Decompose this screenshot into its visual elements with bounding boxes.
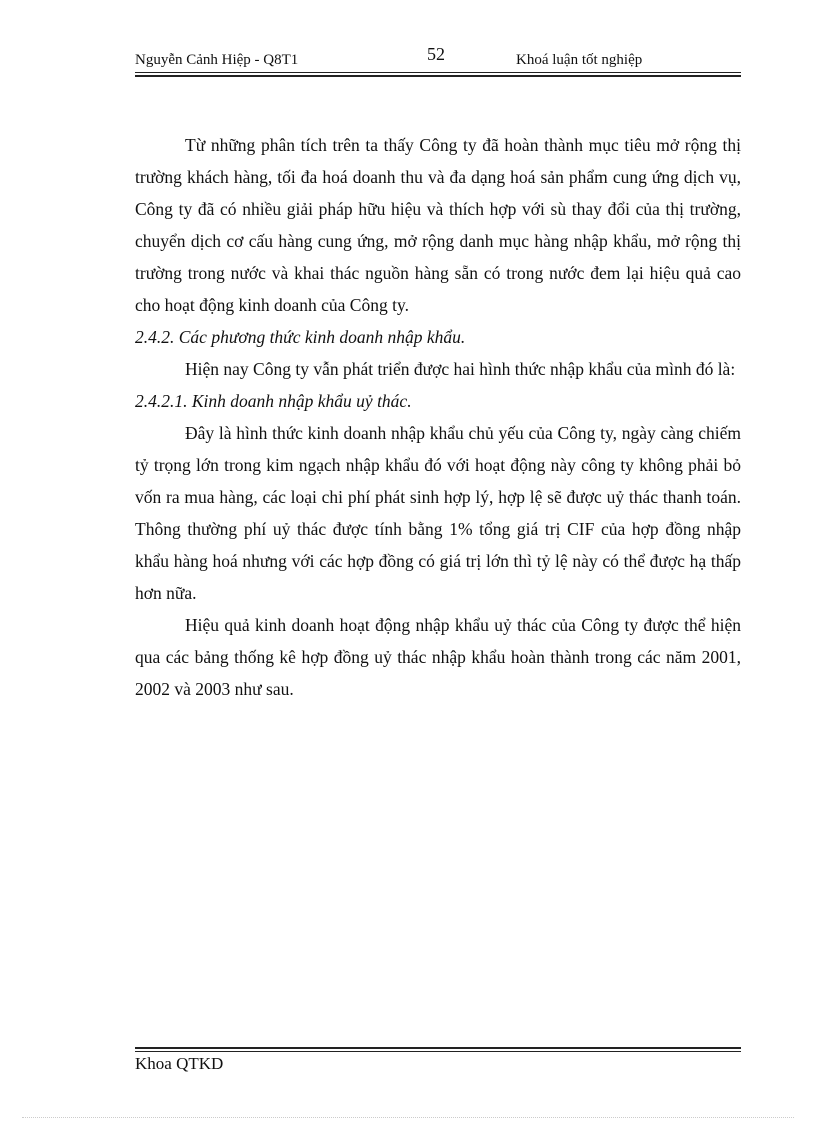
header-document-title: Khoá luận tốt nghiệp xyxy=(516,52,643,68)
paragraph-efficiency: Hiệu quả kinh doanh hoạt động nhập khẩu uỷ thác của Công ty được thể hiện qua các bảng thống kê hợp đồng uỷ thác nhập khẩu hoàn thành trong các năm 2001, 2002 và 2003 như sau. xyxy=(135,615,741,699)
paragraph-entrusted-import: Đây là hình thức kinh doanh nhập khẩu chủ yếu của Công ty, ngày càng chiếm tỷ trọng lớn trong kim ngạch nhập khẩu đó với hoạt động này công ty không phải bỏ vốn ra mua hàng, các loại chi phí phát sinh hợp lý, hợp lệ sẽ được uỷ thác thanh toán. Thông thường phí uỷ thác được tính bằng 1% tổng giá trị CIF của hợp đồng nhập khẩu hàng hoá nhưng với các hợp đồng có giá trị lớn thì tỷ lệ này có thể được hạ thấp hơn nữa. xyxy=(135,423,741,603)
paragraph-summary: Từ những phân tích trên ta thấy Công ty đã hoàn thành mục tiêu mở rộng thị trường khách hàng, tối đa hoá doanh thu và đa dạng hoá sản phẩm cung ứng dịch vụ, Công ty đã có nhiều giải pháp hữu hiệu và thích hợp với sù thay đổi của thị trường, chuyển dịch cơ cấu hàng cung ứng, mở rộng danh mục hàng nhập khẩu, mở rộng thị trường trong nước và khai thác nguồn hàng sẵn có trong nước đem lại hiệu quả cao cho hoạt động kinh doanh của Công ty. xyxy=(135,135,741,315)
section-heading-import-methods: 2.4.2. Các phương thức kinh doanh nhập khẩu. xyxy=(135,327,466,347)
footer-department: Khoa QTKD xyxy=(135,1054,224,1073)
footer-divider xyxy=(135,1047,741,1052)
page-body xyxy=(135,129,741,705)
header-divider xyxy=(135,72,741,77)
header-author: Nguyễn Cảnh Hiệp - Q8T1 xyxy=(135,52,299,68)
paragraph-import-forms: Hiện nay Công ty vẫn phát triển được hai hình thức nhập khẩu của mình đó là: xyxy=(185,359,736,379)
subsection-heading-entrusted-import: 2.4.2.1. Kinh doanh nhập khẩu uỷ thác. xyxy=(135,391,412,411)
page-edge-line xyxy=(22,1117,794,1118)
page-number: 52 xyxy=(427,44,445,64)
page-header xyxy=(135,44,741,72)
